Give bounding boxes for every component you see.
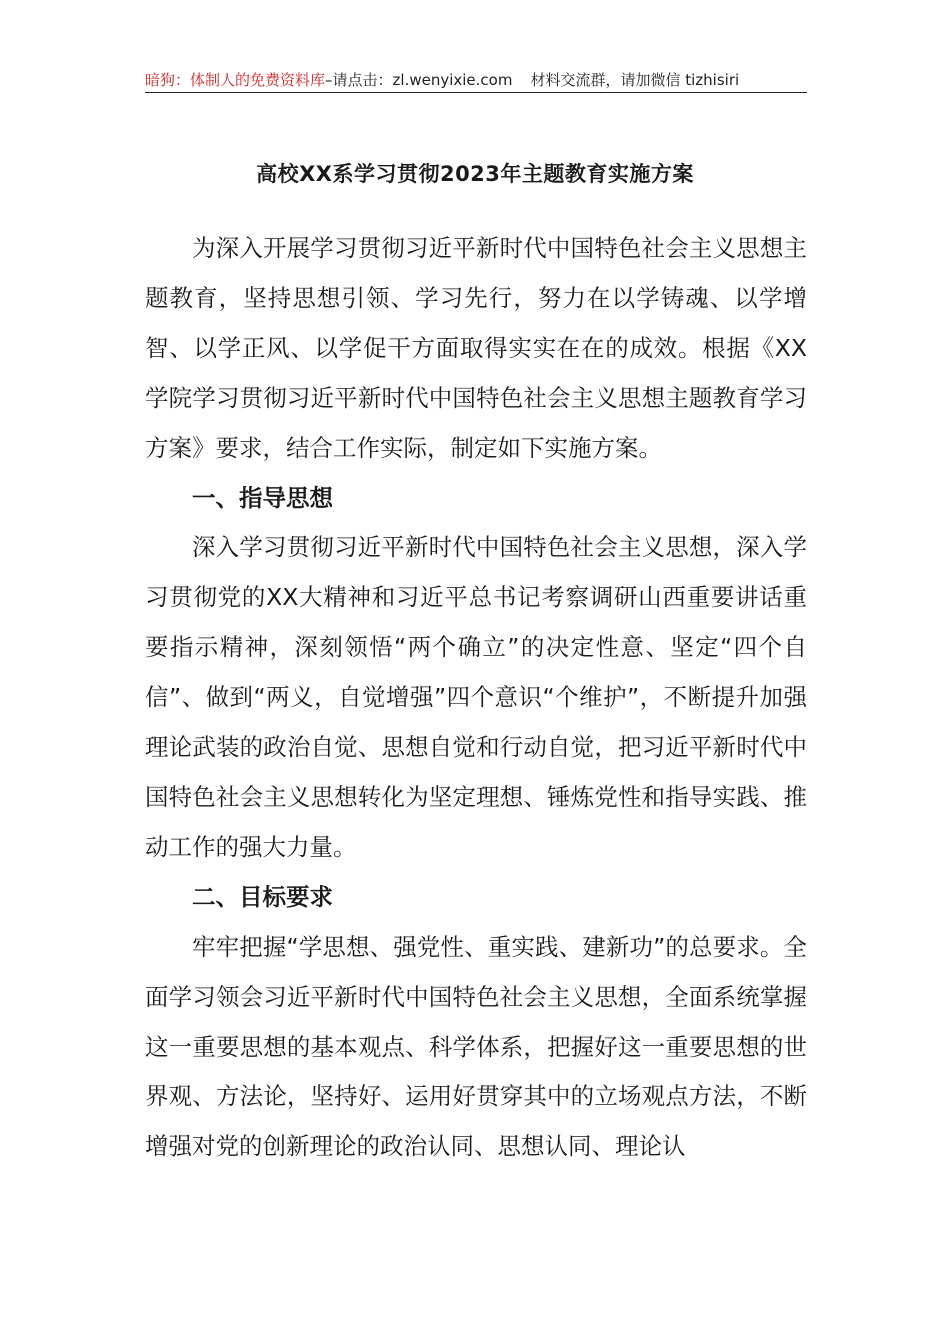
header-group-text: 材料交流群，请加微信 tizhisiri [530, 71, 740, 89]
intro-paragraph: 为深入开展学习贯彻习近平新时代中国特色社会主义思想主题教育，坚持思想引领、学习先行，努力在以学铸魂、以学增智、以学正风、以学促干方面取得实实在在的成效。根据《XX学院学习贯彻习近平新时代中国特色社会主义思想主题教育学习方案》要求，结合工作实际，制定如下实施方案。 [145, 234, 807, 462]
header-brand: 暗狗：体制人的免费资料库 [145, 71, 326, 89]
section-paragraph-goals: 牢牢把握“学思想、强党性、重实践、建新功”的总要求。全面学习领会习近平新时代中国特色社会主义思想，全面系统掌握这一重要思想的基本观点、科学体系，把握好这一重要思想的世界观、方法论，坚持好、运用好贯穿其中的立场观点方法，不断增强对党的创新理论的政治认同、思想认同、理论认 [145, 932, 807, 1161]
header-url-link[interactable]: zl.wenyixie.com [392, 71, 513, 89]
document-title: 高校XX系学习贯彻2023年主题教育实施方案 [256, 162, 694, 186]
document-body [145, 224, 807, 1172]
section-heading-guiding-ideology: 一、指导思想 [192, 483, 333, 512]
watermark-header [145, 68, 807, 93]
section-heading-goals: 二、目标要求 [192, 882, 333, 911]
header-click-prefix: –请点击： [325, 71, 393, 89]
section-paragraph-guiding-ideology: 深入学习贯彻习近平新时代中国特色社会主义思想，深入学习贯彻党的XX大精神和习近平总书记考察调研山西重要讲话重要指示精神，深刻领悟“两个确立”的决定性意、坚定“四个自信”、做到“两义，自觉增强”四个意识“个维护”，不断提升加强理论武装的政治自觉、思想自觉和行动自觉，把习近平新时代中国特色社会主义思想转化为坚定理想、锤炼党性和指导实践、推动工作的强大力量。 [145, 533, 807, 861]
